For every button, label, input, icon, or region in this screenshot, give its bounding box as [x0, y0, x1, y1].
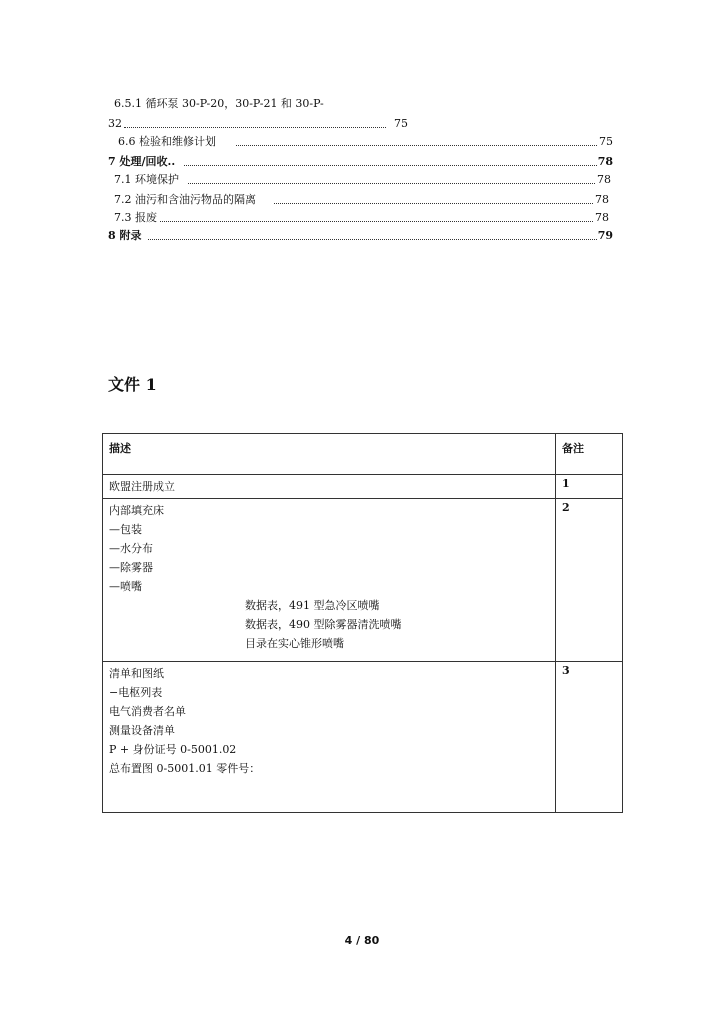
row-subline: 目录在实心锥形喷嘴	[245, 637, 344, 650]
row-line: —水分布	[109, 542, 153, 555]
row-line: −电枢列表	[109, 686, 163, 699]
toc-page-number: 78	[597, 155, 613, 168]
toc-leader	[160, 221, 593, 222]
header-note: 备注	[556, 434, 623, 475]
toc-entry[interactable]	[108, 228, 613, 244]
table-header-row	[103, 434, 623, 475]
toc-entry[interactable]	[108, 116, 408, 132]
row-line: —喷嘴	[109, 580, 142, 593]
row-line: 内部填充床	[109, 504, 164, 517]
toc-entry[interactable]	[118, 134, 613, 150]
toc-leader	[148, 239, 597, 240]
toc-entry-text: 8 附录	[108, 229, 142, 242]
section-heading: 文件 1	[108, 375, 157, 394]
toc-leader	[188, 183, 595, 184]
page-number: 4 / 80	[344, 934, 380, 947]
row-line: —包装	[109, 523, 142, 536]
row-note: 1	[556, 475, 623, 499]
toc-entry[interactable]	[114, 210, 609, 226]
header-description: 描述	[103, 434, 556, 475]
row-note: 2	[556, 499, 623, 662]
table-row	[103, 499, 623, 662]
row-subline: 数据表，490 型除雾器清洗喷嘴	[245, 618, 402, 631]
row-line: 电气消费者名单	[109, 705, 186, 718]
toc-page-number: 78	[597, 173, 611, 186]
toc-entry-text: 7.2 油污和含油污物品的隔离	[114, 193, 256, 206]
row-line: 欧盟注册成立	[109, 480, 175, 493]
toc-entry[interactable]	[114, 172, 611, 188]
table-row	[103, 662, 623, 813]
toc-page-number: 75	[394, 117, 408, 130]
toc-leader	[124, 127, 386, 128]
toc-entry[interactable]	[108, 154, 613, 170]
row-description	[103, 475, 556, 499]
toc-leader	[184, 165, 597, 166]
toc-page-number: 79	[597, 229, 613, 242]
row-subline: 数据表，491 型急冷区喷嘴	[245, 599, 380, 612]
toc-entry-text: 7 处理/回收..	[108, 155, 176, 168]
row-note: 3	[556, 662, 623, 813]
toc-leader	[274, 203, 593, 204]
toc-entry-text: 7.3 报废	[114, 211, 157, 224]
row-line: —除雾器	[109, 561, 153, 574]
toc-page-number: 78	[595, 193, 609, 206]
toc-entry-text: 32	[108, 117, 122, 130]
row-line: 测量设备清单	[109, 724, 175, 737]
table-row	[103, 475, 623, 499]
toc-entry[interactable]	[114, 96, 324, 112]
toc-entry-text: 7.1 环境保护	[114, 173, 179, 186]
row-description	[103, 499, 556, 662]
toc-page-number: 75	[599, 135, 613, 148]
row-line: 清单和图纸	[109, 667, 164, 680]
toc-page-number: 78	[595, 211, 609, 224]
toc-entry-text: 6.5.1 循环泵 30-P-20，30-P-21 和 30-P-	[114, 97, 324, 110]
toc-entry[interactable]	[114, 192, 609, 208]
row-line: P + 身份证号 0-5001.02	[109, 743, 237, 756]
toc-leader	[236, 145, 597, 146]
row-line: 总布置图 0-5001.01 零件号：	[109, 762, 261, 775]
toc-entry-text: 6.6 检验和维修计划	[118, 135, 216, 148]
row-description	[103, 662, 556, 813]
document-table	[102, 433, 623, 813]
